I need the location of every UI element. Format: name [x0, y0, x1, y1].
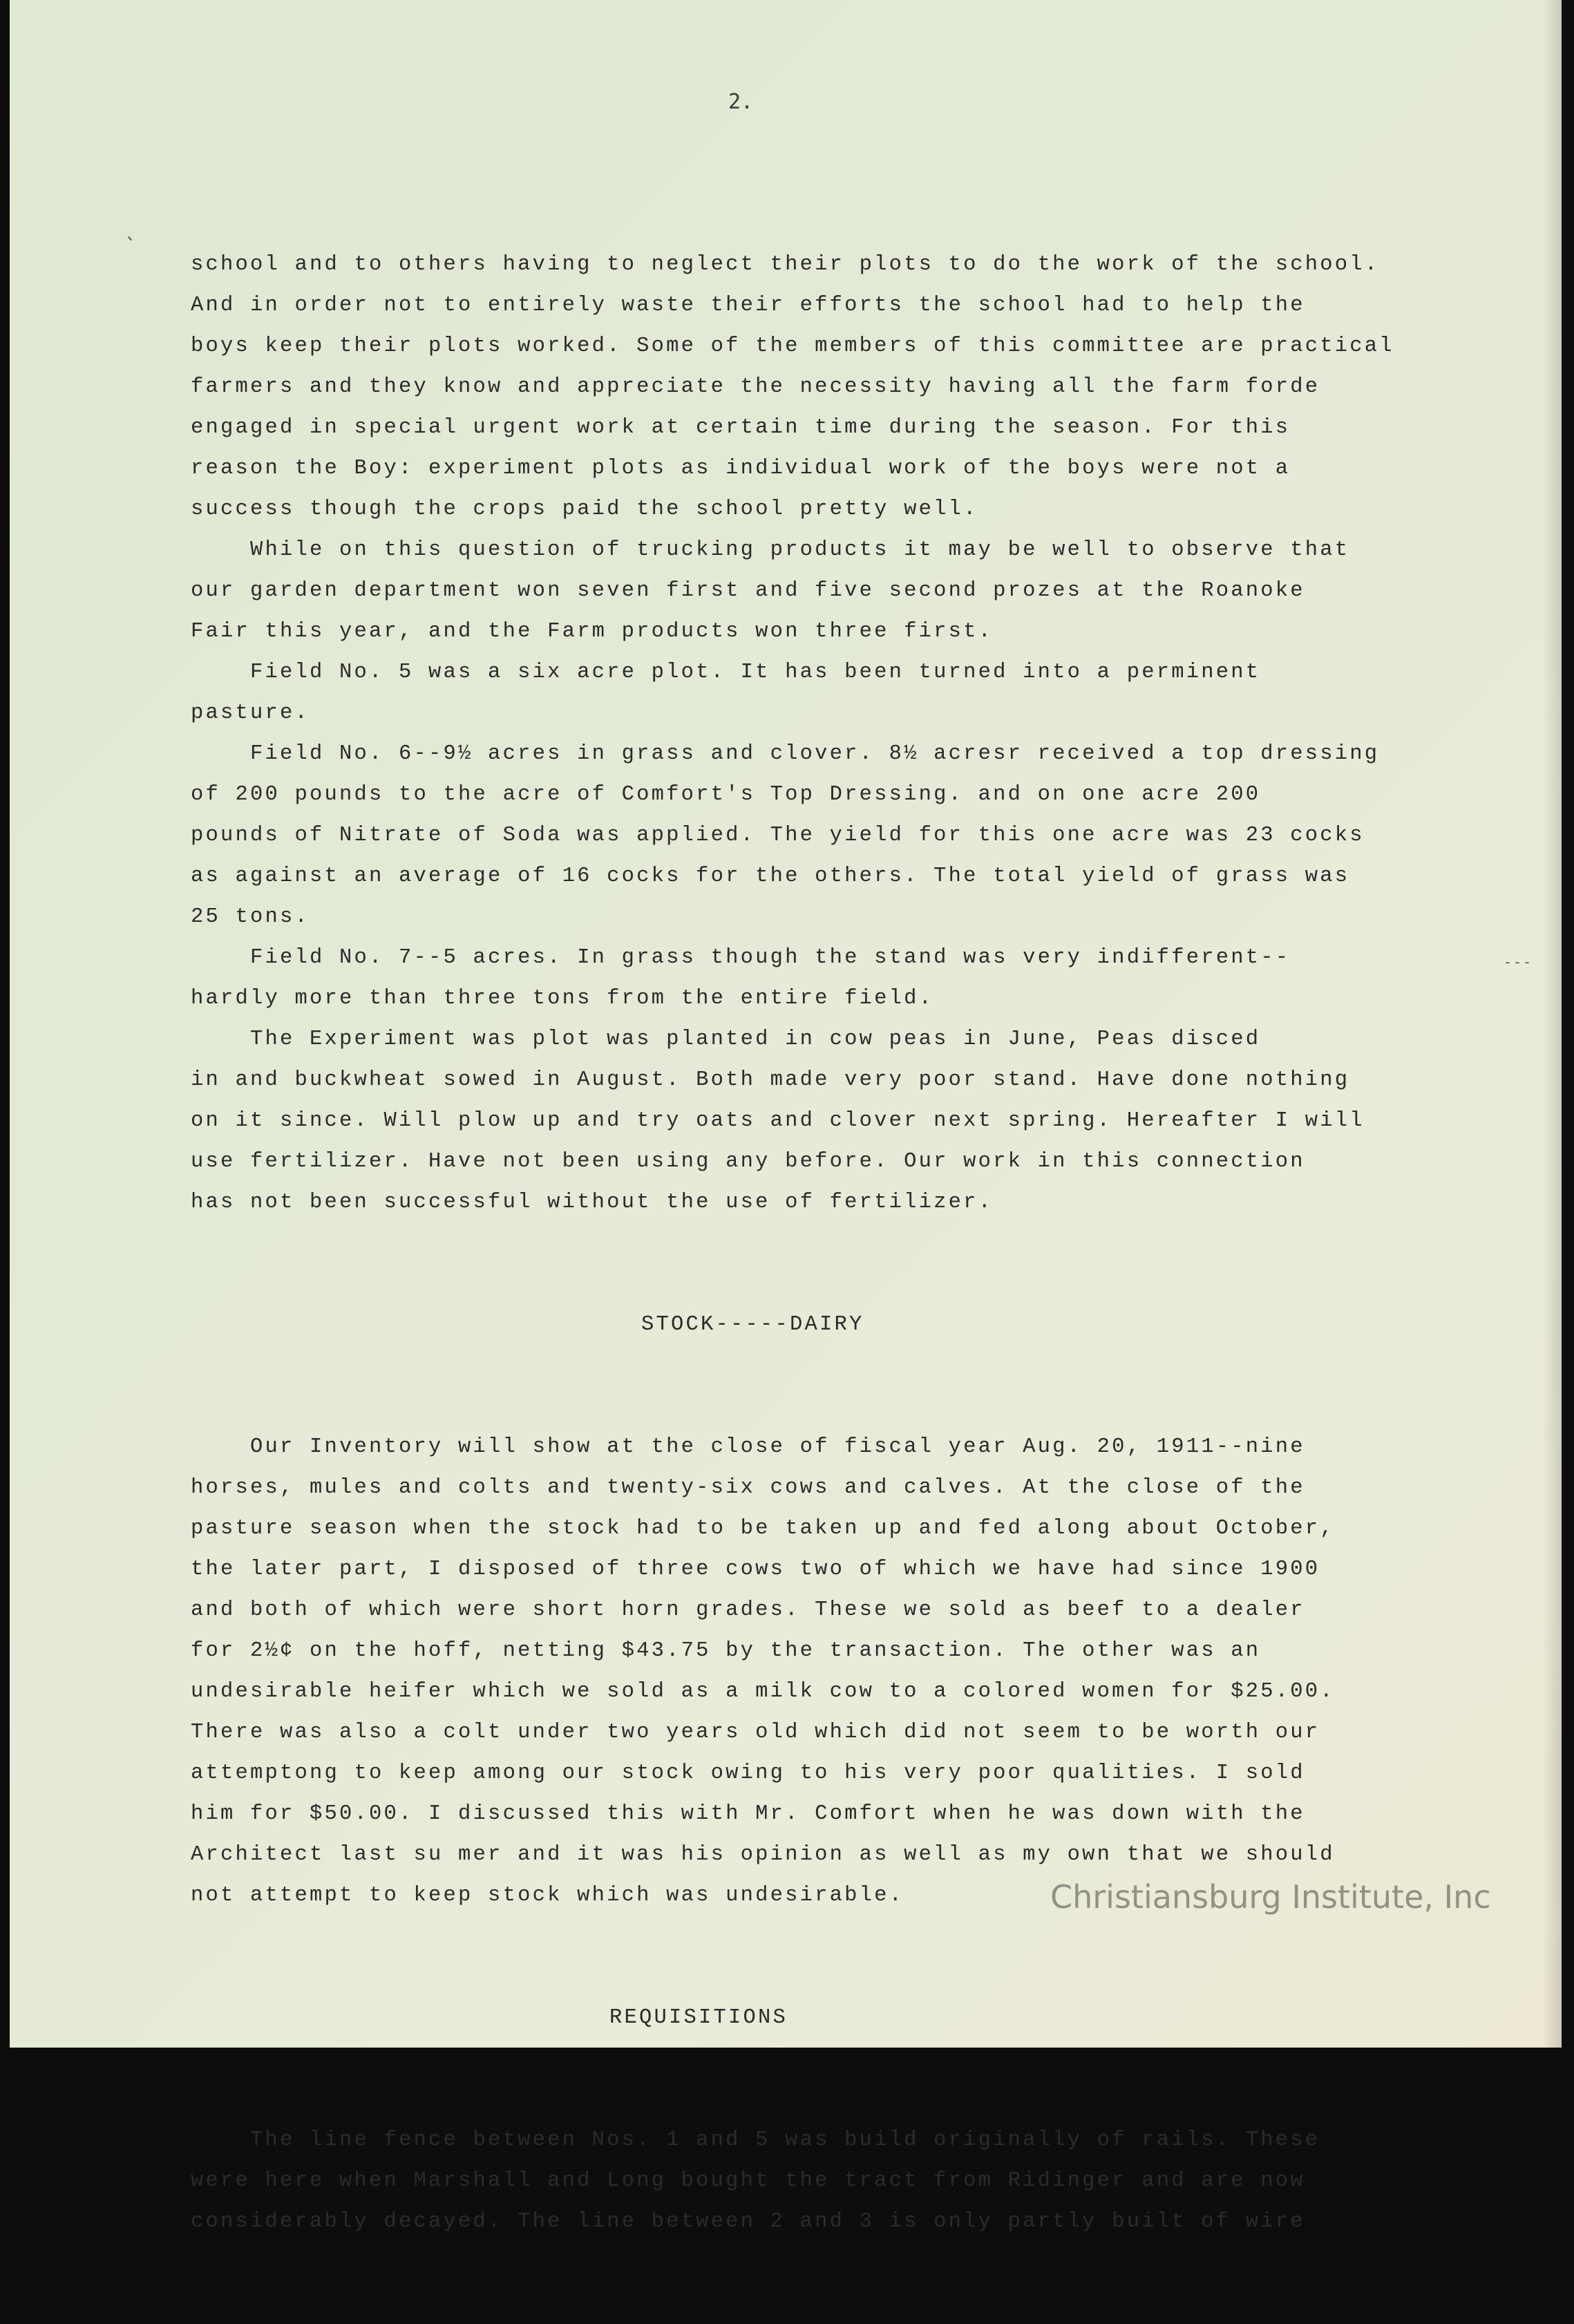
- text-line: pasture.: [191, 701, 310, 725]
- text-line: Field No. 6--9½ acres in grass and clover. 8½ acresr received a top dressing: [191, 742, 1380, 766]
- text-line: engaged in special urgent work at certain time during the season. For this: [191, 416, 1291, 440]
- text-line: considerably decayed. The line between 2 and 3 is only partly built of wire: [191, 2210, 1305, 2233]
- text-line: school and to others having to neglect their plots to do the work of the school.: [191, 253, 1380, 276]
- text-line: There was also a colt under two years old which did not seem to be worth our: [191, 1721, 1320, 1744]
- margin-mark: ˎ: [126, 217, 136, 241]
- text-line: our garden department won seven first and five second prozes at the Roanoke: [191, 579, 1305, 603]
- text-line: pounds of Nitrate of Soda was applied. The yield for this one acre was 23 cocks: [191, 824, 1365, 847]
- text-line: the later part, I disposed of three cows two of which we have had since 1900: [191, 1558, 1320, 1581]
- text-line: reason the Boy: experiment plots as individual work of the boys were not a: [191, 457, 1291, 480]
- text-line: undesirable heifer which we sold as a milk cow to a colored women for $25.00.: [191, 1680, 1335, 1703]
- text-line: were here when Marshall and Long bought the tract from Ridinger and are now: [191, 2169, 1305, 2193]
- watermark: Christiansburg Institute, Inc: [1050, 1878, 1491, 1916]
- section-requisitions: [191, 2120, 1538, 2242]
- text-line: success though the crops paid the school pretty well.: [191, 498, 978, 521]
- text-line: of 200 pounds to the acre of Comfort's Top Dressing. and on one acre 200: [191, 783, 1261, 806]
- text-line: Fair this year, and the Farm products won three first.: [191, 620, 994, 643]
- text-line: The line fence between Nos. 1 and 5 was build originally of rails. These: [191, 2128, 1320, 2152]
- document-page: [10, 0, 1562, 2233]
- text-line: hardly more than three tons from the entire field.: [191, 987, 934, 1010]
- text-line: boys keep their plots worked. Some of the members of this committee are practical: [191, 334, 1394, 358]
- heading-stock-dairy: STOCK-----DAIRY: [641, 1313, 864, 1336]
- text-line: Our Inventory will show at the close of fiscal year Aug. 20, 1911--nine: [191, 1435, 1305, 1459]
- section-stock: [191, 1427, 1538, 1916]
- text-line: Field No. 7--5 acres. In grass though the stand was very indifferent--: [191, 946, 1291, 970]
- margin-dashes: ---: [1504, 954, 1533, 970]
- text-line: Field No. 5 was a six acre plot. It has been turned into a perminent: [191, 661, 1261, 684]
- text-line: attemptong to keep among our stock owing to his very poor qualities. I sold: [191, 1761, 1305, 1785]
- heading-requisitions: REQUISITIONS: [609, 2006, 788, 2030]
- text-line: for 2½¢ on the hoff, netting $43.75 by the transaction. The other was an: [191, 1639, 1261, 1663]
- text-line: horses, mules and colts and twenty-six cows and calves. At the close of the: [191, 1476, 1305, 1500]
- text-line: use fertilizer. Have not been using any before. Our work in this connection: [191, 1150, 1305, 1173]
- text-line: Architect last su mer and it was his opinion as well as my own that we should: [191, 1843, 1335, 1867]
- text-line: not attempt to keep stock which was undesirable.: [191, 1884, 904, 1907]
- typed-letter-body: [191, 163, 1538, 2324]
- text-line: in and buckwheat sowed in August. Both made very poor stand. Have done nothing: [191, 1068, 1350, 1092]
- text-line: as against an average of 16 cocks for the others. The total yield of grass was: [191, 865, 1350, 888]
- text-line: 25 tons.: [191, 905, 310, 929]
- text-line: pasture season when the stock had to be taken up and fed along about October,: [191, 1517, 1335, 1540]
- text-line: has not been successful without the use of fertilizer.: [191, 1191, 994, 1214]
- text-line: farmers and they know and appreciate the necessity having all the farm forde: [191, 375, 1320, 399]
- text-line: And in order not to entirely waste their efforts the school had to help the: [191, 294, 1305, 317]
- text-line: While on this question of trucking products it may be well to observe that: [191, 538, 1350, 562]
- text-line: and both of which were short horn grades. These we sold as beef to a dealer: [191, 1598, 1305, 1622]
- page-number: 2.: [728, 90, 754, 114]
- text-line: The Experiment was plot was planted in cow peas in June, Peas disced: [191, 1028, 1261, 1051]
- text-line: on it since. Will plow up and try oats and clover next spring. Hereafter I will: [191, 1109, 1365, 1133]
- section-fields: [191, 245, 1538, 1223]
- text-line: him for $50.00. I discussed this with Mr. Comfort when he was down with the: [191, 1802, 1305, 1826]
